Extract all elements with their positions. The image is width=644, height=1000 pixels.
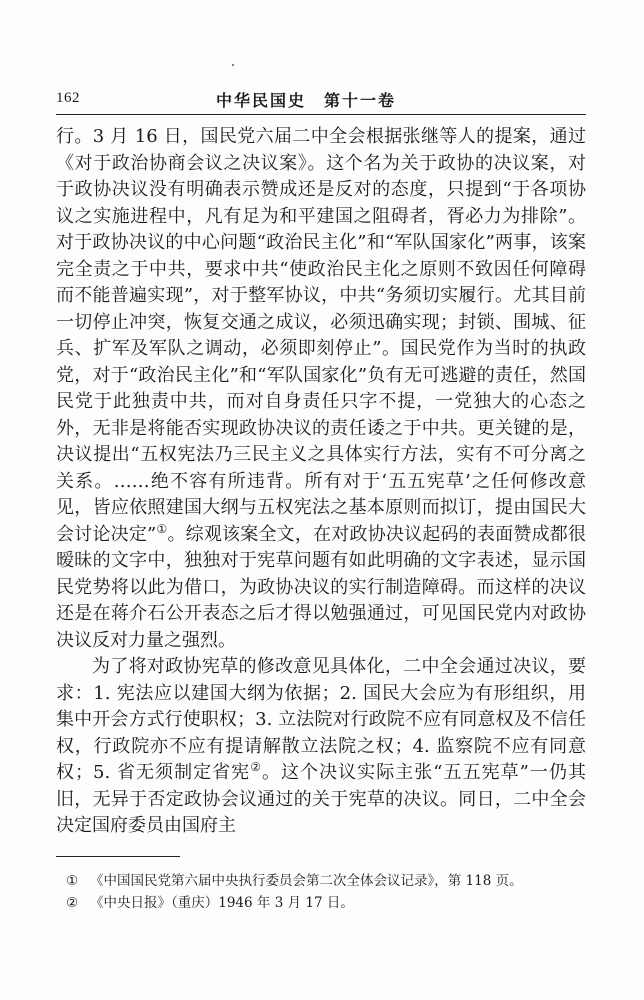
footnotes (66, 870, 586, 914)
paragraph-1 (56, 124, 586, 654)
print-speck (232, 64, 234, 66)
footnote-2 (66, 892, 586, 914)
page-number: 162 (56, 90, 80, 106)
footnote-1-text: 《中国国民党第六届中央执行委员会第二次全体会议记录》，第 118 页。 (90, 873, 523, 889)
running-title: 中华民国史 第十一卷 (216, 91, 397, 110)
paragraph-2 (56, 654, 586, 840)
page-header (56, 86, 586, 114)
header-rule (56, 114, 586, 115)
body-text (56, 124, 586, 840)
paragraph-1-text-b: 。综观该案全文，在对政协决议起码的表面赞成都很暧昧的文字中，独独对于宪草问题有如此明确的文字表述，显示国民党势将以此为借口，为政协决议的实行制造障碍。而这样的决议还是在蒋介石公开表态之后才得以勉强通过，可见国民党内对政协决议反对力量之强烈。 (56, 523, 587, 651)
footnote-1 (66, 870, 586, 892)
paragraph-2-text-a: 为了将对政协宪草的修改意见具体化，二中全会通过决议，要求：1. 宪法应以建国大纲为依据；2. 国民大会应为有形组织，用集中开会方式行使职权；3. 立法院对行政院不应有同意权及不信任权，行政院亦不应有提请解散立法院之权；4. 监察院不应有同意权；5. 省无须制定省宪 (56, 656, 586, 783)
footnote-ref-2[interactable]: ② (250, 760, 262, 774)
footnote-ref-1[interactable]: ① (156, 521, 168, 536)
footnote-rule (56, 856, 180, 857)
paragraph-2-text-b: 。这个决议实际主张“五五宪草”一仍其旧，无异于否定政协会议通过的关于宪草的决议。同日，二中全会决定国府委员由国府主 (56, 762, 586, 836)
footnote-2-mark: ② (66, 895, 79, 911)
footnote-1-mark: ① (66, 873, 79, 889)
paragraph-1-text-a: 行。3 月 16 日，国民党六届二中全会根据张继等人的提案，通过《对于政治协商会议之决议案》。这个名为关于政协的决议案，对于政协决议没有明确表示赞成还是反对的态度，只提到“于各项协议之实施进程中，凡有足为和平建国之阻碍者，胥必力为排除”。对于政协决议的中心问题“政治民主化”和“军队国家化”两事，该案完全责之于中共，要求中共“使政治民主化之原则不致因任何障碍而不能普遍实现”，对于整军协议，中共“务须切实履行。尤其目前一切停止冲突，恢复交通之成议，必须迅确实现；封锁、围城、征兵、扩军及军队之调动，必须即刻停止”。国民党作为当时的执政党，对于“政治民主化”和“军队国家化”负有无可逃避的责任，然国民党于此独责中共，而对自身责任只字不提，一党独大的心态之外，无非是将能否实现政协决议的责任诿之于中共。更关键的是，决议提出“五权宪法乃三民主义之具体实行方法，实有不可分离之关系。……绝不容有所违背。所有对于‘五五宪草’之任何修改意见，皆应依照建国大纲与五权宪法之基本原则而拟订，提由国民大会讨论决定” (56, 126, 586, 545)
footnote-2-text: 《中央日报》（重庆）1946 年 3 月 17 日。 (90, 895, 354, 911)
